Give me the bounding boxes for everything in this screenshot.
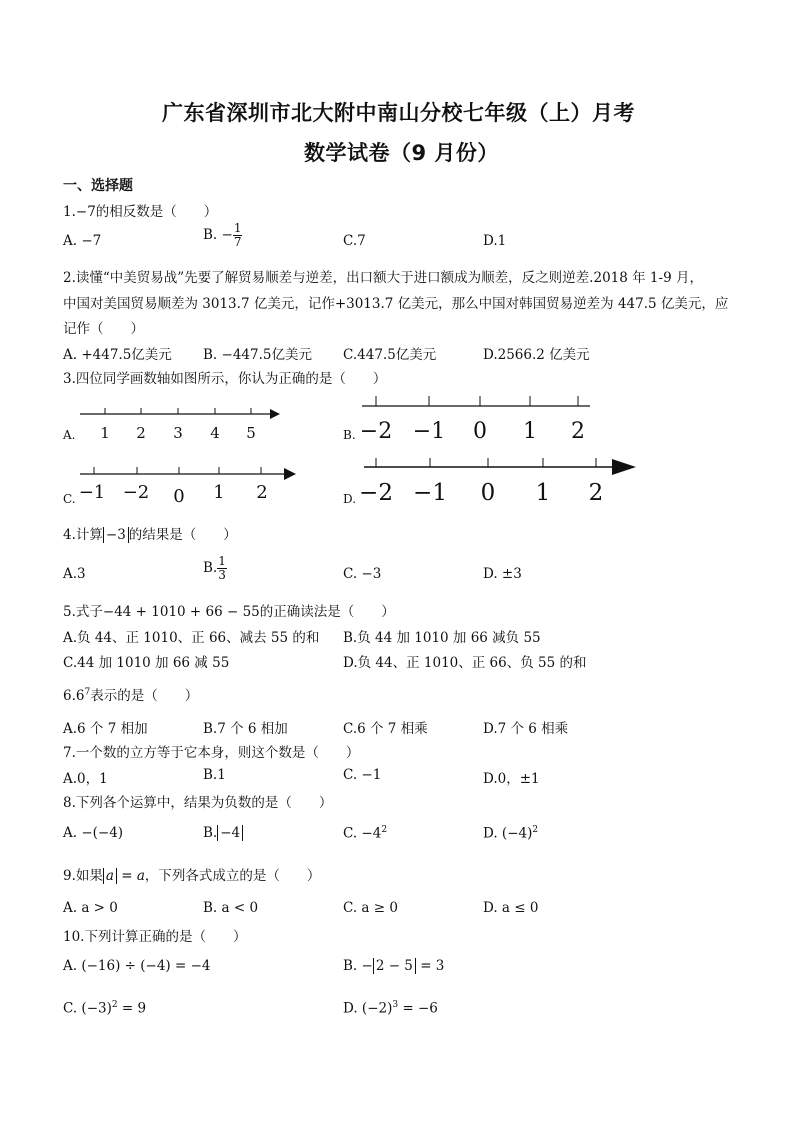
q3-option-c-number-line[interactable] — [76, 462, 306, 508]
q10-option-d-exponent: 3 — [392, 1000, 399, 1010]
q3-option-d-number-line[interactable] — [358, 452, 643, 508]
q7-option-a[interactable]: A.0，1 — [63, 771, 108, 787]
question-9-stem — [63, 864, 320, 884]
q6-exponent: 7 — [84, 687, 91, 698]
q6-number: 6. — [63, 688, 76, 704]
a-tick-label-2: 3 — [173, 424, 183, 442]
q1-option-b[interactable] — [203, 222, 242, 249]
q8-option-b[interactable] — [203, 825, 243, 841]
question-2-line2: 中国对美国贸易顺差为 3013.7 亿美元，记作+3013.7 亿美元，那么中国对韩国贸易逆差为 447.5 亿美元，应 — [63, 296, 729, 312]
q3-option-b-number-line[interactable] — [358, 392, 598, 444]
q8-option-d[interactable] — [483, 825, 538, 842]
question-4-stem — [63, 523, 237, 543]
question-10-stem: 10.下列计算正确的是（ ） — [63, 929, 247, 945]
q10-option-c-result: = 9 — [117, 1000, 147, 1017]
q2-option-d[interactable]: D.2566.2 亿美元 — [483, 347, 590, 363]
d-tick-label-3: 1 — [535, 480, 551, 506]
q8-option-a[interactable]: A. −(−4) — [63, 825, 124, 841]
q3-option-b-label[interactable]: B. — [343, 428, 356, 442]
c-tick-label-4: 2 — [256, 482, 268, 503]
q7-option-c[interactable]: C. −1 — [343, 767, 382, 783]
q4-text-pre: 4.计算 — [63, 527, 103, 543]
a-tick-label-4: 5 — [246, 424, 256, 442]
b-tick-label-2: 0 — [473, 419, 487, 444]
q9-text-pre: 9.如果 — [63, 868, 103, 884]
question-6-stem — [63, 684, 198, 704]
c-tick-label-2: 0 — [173, 486, 185, 507]
q6-base: 6 — [75, 688, 85, 704]
q10-option-d[interactable] — [343, 1000, 438, 1017]
q6-option-d[interactable]: D.7 个 6 相乘 — [483, 721, 569, 737]
q3-option-c-label[interactable]: C. — [63, 492, 76, 506]
q1-text: 的相反数是（ ） — [95, 204, 218, 220]
a-tick-label-1: 2 — [136, 424, 146, 442]
q10-option-d-result: = −6 — [398, 1000, 438, 1017]
q3-option-a-label[interactable]: A. — [63, 428, 76, 442]
fraction-numerator: 1 — [233, 221, 242, 235]
q4-option-b[interactable] — [203, 555, 227, 582]
c-tick-label-3: 1 — [213, 482, 225, 503]
q4-text-post: 的结果是（ ） — [128, 527, 237, 543]
section-heading: 一、选择题 — [63, 178, 133, 194]
q5-option-a[interactable]: A.负 44、正 1010、正 66、减去 55 的和 — [63, 630, 320, 646]
q5-option-c[interactable]: C.44 加 1010 加 66 减 55 — [63, 655, 230, 671]
q5-text-pre: 5.式子 — [63, 604, 103, 620]
q9-option-b[interactable]: B. a < 0 — [203, 900, 259, 916]
q1-option-d[interactable]: D.1 — [483, 233, 507, 249]
c-tick-label-0: −1 — [78, 482, 106, 503]
q4-option-a[interactable]: A.3 — [63, 566, 86, 582]
q8-option-d-exponent: 2 — [532, 825, 539, 835]
q9-equation: = a — [116, 868, 145, 884]
q8-option-b-absolute-value: −4 — [217, 825, 243, 841]
q4-option-d[interactable]: D. ±3 — [483, 566, 522, 582]
q7-option-b[interactable]: B.1 — [203, 767, 226, 783]
q1-expression: −7 — [75, 204, 96, 220]
fraction-numerator: 1 — [218, 554, 226, 568]
q8-option-c-exponent: 2 — [381, 825, 388, 835]
q3-option-a-number-line[interactable] — [78, 400, 288, 448]
q9-option-c[interactable]: C. a ≥ 0 — [343, 900, 398, 916]
q10-option-c-base: C. (−3) — [63, 1000, 112, 1017]
q5-option-b[interactable]: B.负 44 加 1010 加 66 减负 55 — [343, 630, 541, 646]
q1-option-b-fraction — [233, 222, 243, 249]
question-3-stem: 3.四位同学画数轴如图所示，你认为正确的是（ ） — [63, 371, 387, 387]
fraction-denominator: 7 — [233, 235, 242, 249]
q1-option-b-prefix: B. − — [203, 227, 233, 243]
q1-number: 1. — [63, 204, 76, 220]
q4-option-b-prefix: B. — [203, 560, 218, 576]
q1-option-a[interactable]: A. −7 — [63, 233, 102, 249]
d-tick-label-4: 2 — [588, 480, 604, 506]
q6-option-a[interactable]: A.6 个 7 相加 — [63, 721, 148, 737]
q1-option-c[interactable]: C.7 — [343, 233, 366, 249]
q8-option-c-base: C. −4 — [343, 825, 382, 842]
q10-option-b-suffix: = 3 — [415, 958, 445, 974]
question-2-line1: 2.读懂“中美贸易战”先要了解贸易顺差与逆差，出口额大于进口额成为顺差，反之则逆差.2018 年 1-9 月， — [63, 270, 703, 286]
c-tick-label-1: −2 — [122, 482, 150, 503]
q10-option-b[interactable] — [343, 958, 444, 974]
question-8-stem: 8.下列各个运算中，结果为负数的是（ ） — [63, 795, 333, 811]
b-tick-label-1: −1 — [412, 419, 446, 444]
q3-option-d-label[interactable]: D. — [343, 492, 357, 506]
a-tick-label-0: 1 — [100, 424, 110, 442]
q5-text-post: 的正确读法是（ ） — [259, 604, 395, 620]
q7-option-d[interactable]: D.0，±1 — [483, 771, 540, 787]
d-tick-label-2: 0 — [480, 480, 496, 506]
q9-option-d[interactable]: D. a ≤ 0 — [483, 900, 539, 916]
q9-option-a[interactable]: A. a > 0 — [63, 900, 118, 916]
q4-absolute-value: −3 — [103, 527, 129, 543]
question-5-stem — [63, 600, 395, 620]
q9-absolute-value: a — [103, 868, 117, 884]
q2-option-a[interactable]: A. +447.5亿美元 — [63, 347, 172, 363]
q10-option-a[interactable]: A. (−16) ÷ (−4) = −4 — [63, 958, 211, 974]
q4-option-b-fraction — [217, 555, 227, 582]
q6-option-c[interactable]: C.6 个 7 相乘 — [343, 721, 428, 737]
q8-option-c[interactable] — [343, 825, 387, 842]
page-title-line1: 广东省深圳市北大附中南山分校七年级（上）月考 — [162, 101, 635, 125]
q8-option-b-prefix: B. — [203, 825, 218, 841]
b-tick-label-0: −2 — [359, 419, 393, 444]
q5-expression: −44 + 1010 + 66 − 55 — [102, 604, 260, 620]
question-1-stem — [63, 200, 217, 220]
q6-text: 表示的是（ ） — [90, 688, 199, 704]
d-tick-label-1: −1 — [413, 480, 447, 506]
b-tick-label-3: 1 — [523, 419, 537, 444]
page-title-line2: 数学试卷（9 月份） — [304, 141, 499, 165]
d-tick-label-0: −2 — [359, 480, 393, 506]
q4-option-c[interactable]: C. −3 — [343, 566, 382, 582]
q10-option-b-absolute-value: 2 − 5 — [373, 958, 416, 974]
b-tick-label-4: 2 — [571, 419, 585, 444]
question-2-line3: 记作（ ） — [63, 321, 144, 337]
q6-option-b[interactable]: B.7 个 6 相加 — [203, 721, 288, 737]
q2-option-c[interactable]: C.447.5亿美元 — [343, 347, 437, 363]
q8-option-d-base: D. (−4) — [483, 825, 533, 842]
fraction-denominator: 3 — [218, 568, 226, 582]
q10-option-d-base: D. (−2) — [343, 1000, 393, 1017]
q9-text-post: ，下列各式成立的是（ ） — [144, 868, 321, 884]
a-tick-label-3: 4 — [210, 424, 220, 442]
q10-option-c-exponent: 2 — [111, 1000, 118, 1010]
q2-option-b[interactable]: B. −447.5亿美元 — [203, 347, 312, 363]
q10-option-c[interactable] — [63, 1000, 146, 1017]
q5-option-d[interactable]: D.负 44、正 1010、正 66、负 55 的和 — [343, 655, 587, 671]
q10-option-b-prefix: B. − — [343, 958, 373, 974]
question-7-stem: 7.一个数的立方等于它本身，则这个数是（ ） — [63, 745, 360, 761]
